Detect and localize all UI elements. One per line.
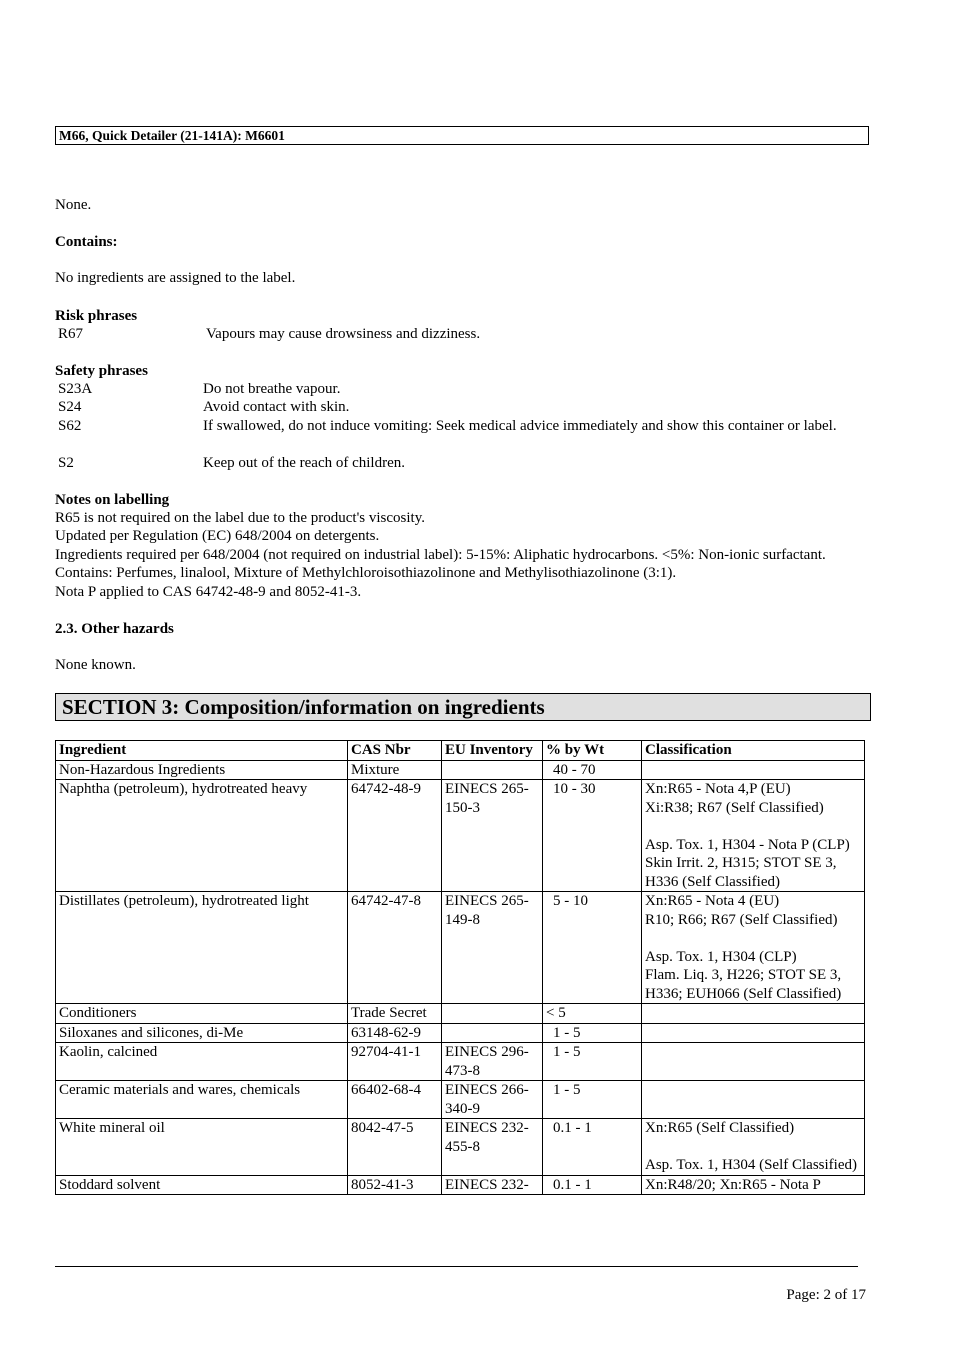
ingredient-cell: Naphtha (petroleum), hydrotreated heavy	[56, 780, 348, 892]
safety-phrase-code: S62	[58, 418, 82, 434]
safety-phrase-code: S24	[58, 399, 82, 415]
column-header-eu-inventory: EU Inventory	[442, 741, 543, 761]
table-row	[56, 892, 865, 1004]
classification-cell	[642, 892, 865, 1004]
classification-cell	[642, 1004, 865, 1024]
column-header-classification: Classification	[642, 741, 865, 761]
eu-inventory-cell: EINECS 296-473-8	[442, 1043, 543, 1081]
classification-cell	[642, 1081, 865, 1119]
labelling-note: Nota P applied to CAS 64742-48-9 and 8052-41-3.	[55, 584, 362, 600]
document-header-title: M66, Quick Detailer (21-141A): M6601	[55, 126, 869, 145]
ingredient-cell: Stoddard solvent	[56, 1175, 348, 1195]
classification-line: Xn:R65 - Nota 4,P (EU)	[645, 781, 791, 797]
cas-cell: Mixture	[348, 760, 442, 780]
table-row	[56, 780, 865, 892]
classification-cell	[642, 1119, 865, 1176]
eu-inventory-cell	[442, 1023, 543, 1043]
ingredient-cell: Kaolin, calcined	[56, 1043, 348, 1081]
classification-cell	[642, 1175, 865, 1195]
table-row	[56, 1175, 865, 1195]
classification-line: Xi:R38; R67 (Self Classified)	[645, 799, 824, 816]
percent-cell: 1 - 5	[543, 1023, 642, 1043]
classification-cell	[642, 780, 865, 892]
risk-phrase-text: Vapours may cause drowsiness and dizziness.	[206, 326, 481, 342]
classification-cell	[642, 1023, 865, 1043]
classification-line: R10; R66; R67 (Self Classified)	[645, 911, 838, 928]
cas-cell: 92704-41-1	[348, 1043, 442, 1081]
table-row	[56, 1043, 865, 1081]
safety-phrase-text: Avoid contact with skin.	[203, 399, 350, 415]
safety-phrase-code: S23A	[58, 381, 93, 397]
percent-cell: 40 - 70	[543, 760, 642, 780]
safety-phrase-text: Keep out of the reach of children.	[203, 455, 405, 471]
contains-text: No ingredients are assigned to the label.	[55, 270, 296, 286]
classification-spacer	[645, 1138, 861, 1157]
ingredient-cell: White mineral oil	[56, 1119, 348, 1176]
labelling-note: Ingredients required per 648/2004 (not required on industrial label): 5-15%: Aliphatic hydrocarbons. <5%: Non-ionic surfactant. Contains: Perfumes, linalool, Mixture of Methylchloroisothiazolinone and Methylisothiazolinone (3:1).	[55, 547, 826, 581]
classification-line: Asp. Tox. 1, H304 (Self Classified)	[645, 1157, 857, 1173]
composition-table	[55, 740, 865, 1195]
safety-phrase-text: Do not breathe vapour.	[203, 381, 341, 397]
cas-cell: 8042-47-5	[348, 1119, 442, 1176]
cas-cell: 66402-68-4	[348, 1081, 442, 1119]
ingredient-cell: Conditioners	[56, 1004, 348, 1024]
percent-cell: 1 - 5	[543, 1043, 642, 1081]
table-row	[56, 760, 865, 780]
safety-phrase-text: If swallowed, do not induce vomiting: Seek medical advice immediately and show this container or label.	[203, 418, 837, 434]
labelling-note: Updated per Regulation (EC) 648/2004 on detergents.	[55, 528, 380, 544]
eu-inventory-cell	[442, 760, 543, 780]
risk-phrase-code: R67	[58, 326, 84, 342]
percent-cell: 1 - 5	[543, 1081, 642, 1119]
ingredient-cell: Ceramic materials and wares, chemicals	[56, 1081, 348, 1119]
table-row	[56, 1004, 865, 1024]
eu-inventory-cell: EINECS 232-	[442, 1175, 543, 1195]
percent-cell: 0.1 - 1	[543, 1119, 642, 1176]
classification-line: Xn:R65 (Self Classified)	[645, 1120, 795, 1136]
other-hazards-text: None known.	[55, 657, 136, 673]
percent-cell: 0.1 - 1	[543, 1175, 642, 1195]
cas-cell: 8052-41-3	[348, 1175, 442, 1195]
contains-heading: Contains:	[55, 234, 118, 250]
column-header-percent: % by Wt	[543, 741, 642, 761]
none-text: None.	[55, 197, 92, 213]
safety-phrase-code: S2	[58, 455, 74, 471]
table-header-row	[56, 741, 865, 761]
classification-cell	[642, 760, 865, 780]
table-row	[56, 1081, 865, 1119]
table-row	[56, 1119, 865, 1176]
ingredient-cell: Non-Hazardous Ingredients	[56, 760, 348, 780]
table-row	[56, 1023, 865, 1043]
section-3-title: SECTION 3: Composition/information on ingredients	[55, 693, 871, 721]
safety-phrases-heading: Safety phrases	[55, 363, 148, 379]
column-header-cas: CAS Nbr	[348, 741, 442, 761]
eu-inventory-cell: EINECS 265-149-8	[442, 892, 543, 1004]
eu-inventory-cell: EINECS 266-340-9	[442, 1081, 543, 1119]
column-header-ingredient: Ingredient	[56, 741, 348, 761]
page-number: Page: 2 of 17	[786, 1287, 866, 1303]
cas-cell: 63148-62-9	[348, 1023, 442, 1043]
eu-inventory-cell: EINECS 265-150-3	[442, 780, 543, 892]
eu-inventory-cell	[442, 1004, 543, 1024]
classification-spacer	[645, 817, 861, 836]
percent-cell: < 5	[543, 1004, 642, 1024]
cas-cell: 64742-48-9	[348, 780, 442, 892]
classification-line: Asp. Tox. 1, H304 - Nota P (CLP)	[645, 836, 850, 853]
classification-line: Flam. Liq. 3, H226; STOT SE 3, H336; EUH066 (Self Classified)	[645, 967, 842, 1002]
classification-line: Xn:R48/20; Xn:R65 - Nota P	[645, 1176, 821, 1193]
eu-inventory-cell: EINECS 232-455-8	[442, 1119, 543, 1176]
percent-cell: 5 - 10	[543, 892, 642, 1004]
cas-cell: Trade Secret	[348, 1004, 442, 1024]
percent-cell: 10 - 30	[543, 780, 642, 892]
classification-line: Skin Irrit. 2, H315; STOT SE 3, H336 (Self Classified)	[645, 855, 837, 890]
other-hazards-heading: 2.3. Other hazards	[55, 621, 174, 637]
labelling-note: R65 is not required on the label due to the product's viscosity.	[55, 510, 425, 526]
classification-line: Asp. Tox. 1, H304 (CLP)	[645, 948, 797, 965]
ingredient-cell: Distillates (petroleum), hydrotreated light	[56, 892, 348, 1004]
notes-on-labelling-heading: Notes on labelling	[55, 492, 170, 508]
ingredient-cell: Siloxanes and silicones, di-Me	[56, 1023, 348, 1043]
classification-cell	[642, 1043, 865, 1081]
classification-line: Xn:R65 - Nota 4 (EU)	[645, 893, 780, 909]
cas-cell: 64742-47-8	[348, 892, 442, 1004]
footer-divider	[55, 1266, 858, 1267]
classification-spacer	[645, 929, 861, 948]
risk-phrases-heading: Risk phrases	[55, 308, 138, 324]
